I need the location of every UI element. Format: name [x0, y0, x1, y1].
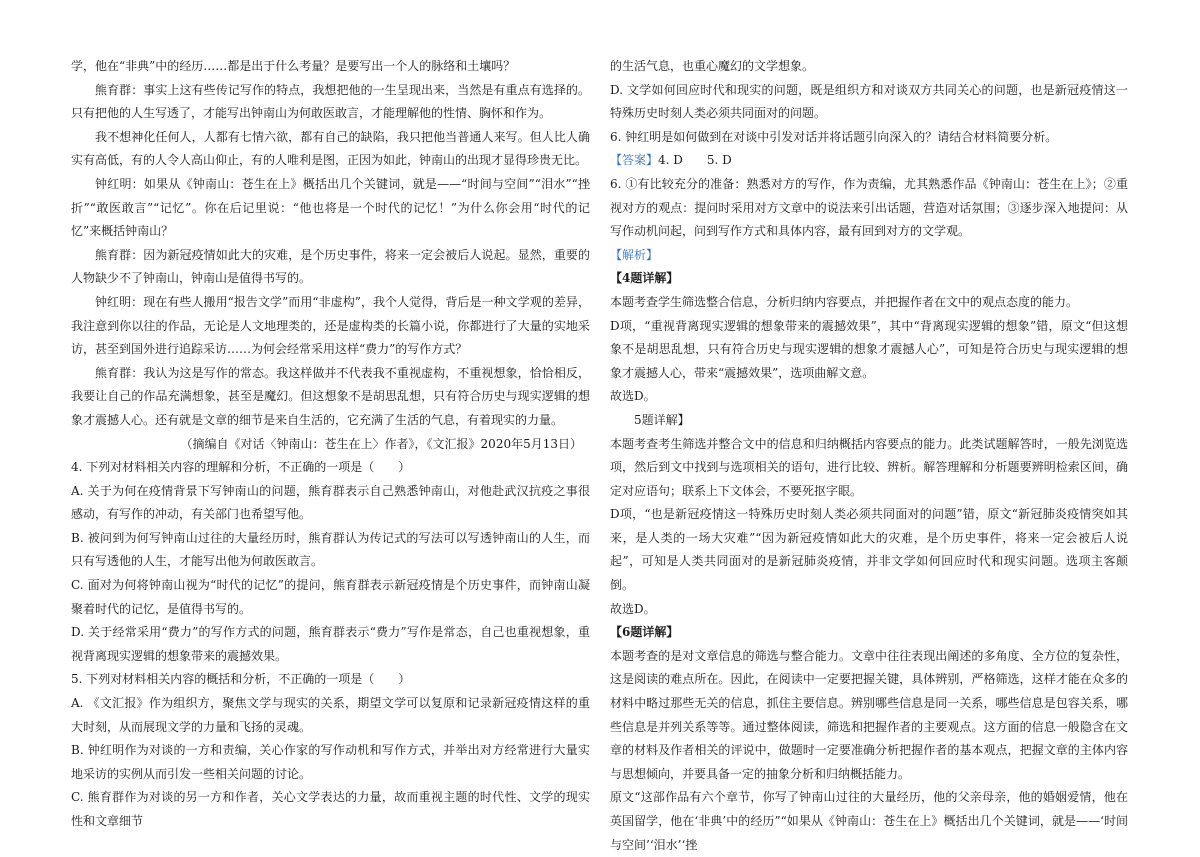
paragraph — [71, 433, 590, 457]
paragraph-text: D. 关于经常采用“费力”的写作方式的问题，熊育群表示“费力”写作是常态，自己也重视想象，重视背离现实逻辑的想象带来的震撼效果。 — [71, 625, 590, 663]
paragraph-text: 熊育群：因为新冠疫情如此大的灾难，是个历史事件，将来一定会被后人说起。显然，重要的人物缺少不了钟南山，钟南山是值得书写的。 — [71, 247, 590, 286]
paragraph-text: 本题考查的是对文章信息的筛选与整合能力。文章中往往表现出阐述的多角度、全方位的复杂性，这是阅读的难点所在。因此，在阅读中一定要把握关键，具体辨别，严格筛选，这样才能在众多的材料中略过那些无关的信息，抓住主要信息。辨别哪些信息是同一关系，哪些信息是包容关系，哪些信息是并列关系等等。通过整体阅读，筛选和把握作者的主要观点。这方面的信息一般隐含在文章的材料及作者相关的评说中，做题时一定要准确分析把握作者的基本观点，把握文章的主体内容与思想倾向，并要具备一定的抽象分析和归纳概括能力。 — [610, 648, 1128, 781]
paragraph-text: 4. D 5. D — [658, 153, 732, 168]
paragraph — [71, 621, 590, 668]
paragraph-text: 5题详解】 — [634, 412, 690, 427]
paragraph — [71, 173, 590, 244]
paragraph-text: 钟红明：如果从《钟南山：苍生在上》概括出几个关键词，就是——“时间与空间”“泪水”“挫折”“敢医敢言”“记忆”。你在后记里说：“他也将是一个时代的记忆！”为什么你会用“时代的记忆”来概括钟南山？ — [71, 176, 590, 239]
paragraph-text: 钟红明：现在有些人搬用“报告文学”而用“非虚构”，我个人觉得，背后是一种文学观的差异，我注意到你以往的作品，无论是人文地理类的，还是虚构类的长篇小说，你都进行了大量的实地采访，甚至到国外进行追踪采访……为何会经常采用这样“费力”的写作方式？ — [71, 294, 590, 357]
paragraph — [610, 267, 1128, 291]
paragraph-text: 6. ①有比较充分的准备：熟悉对方的写作，作为责编，尤其熟悉作品《钟南山：苍生在上》；②重视对方的观点：提问时采用对方文章中的说法来引出话题，营造对话氛围；③逐步深入地提问：从写作动机问起，问到写作方式和具体内容，最有回到对方的文学观。 — [610, 176, 1128, 239]
right-text-column — [610, 55, 1128, 857]
paragraph — [71, 739, 590, 786]
paragraph — [610, 173, 1128, 244]
paragraph-text: A. 《文汇报》作为组织方，聚焦文学与现实的关系，期望文学可以复原和记录新冠疫情这样的重大时刻，从而展现文学的力量和飞扬的灵魂。 — [71, 696, 590, 734]
paragraph — [610, 503, 1128, 597]
paragraph-text: 6. 钟红明是如何做到在对谈中引发对话并将话题引向深入的？请结合材料简要分析。 — [610, 129, 1058, 144]
paragraph-text: C. 熊育群作为对谈的另一方和作者，关心文学表达的力量，故而重视主题的时代性、文学的现实性和文章细节 — [71, 790, 590, 828]
paragraph — [610, 126, 1128, 150]
paragraph — [610, 385, 1128, 409]
paragraph — [71, 244, 590, 291]
paragraph — [610, 244, 1128, 268]
paragraph-text: 我不想神化任何人，人都有七情六欲，都有自己的缺陷，我只把他当普通人来写。但人比人确实有高低，有的人令人高山仰止，有的人唯利是图，正因为如此，钟南山的出现才显得珍贵无比。 — [71, 129, 590, 168]
paragraph — [610, 79, 1128, 126]
paragraph-text: C. 面对为何将钟南山视为“时代的记忆”的提问，熊育群表示新冠疫情是个历史事件，而钟南山凝聚着时代的记忆，是值得书写的。 — [71, 578, 590, 616]
paragraph-text: 熊育群：事实上这有些传记写作的特点，我想把他的一生呈现出来，当然是有重点有选择的。只有把他的人生写透了，才能写出钟南山为何敢医敢言，才能理解他的性情、胸怀和作为。 — [71, 82, 590, 121]
paragraph-text: 熊育群：我认为这是写作的常态。我这样做并不代表我不重视虚构，不重视想象，恰恰相反，我要让自己的作品充满想象，甚至是魔幻。但这想象不是胡思乱想，只有符合历史与现实逻辑的想象才震撼人心。还有就是文章的细节是来自生活的，它充满了生活的气息，有着现实的力量。 — [71, 365, 590, 427]
paragraph — [610, 149, 1128, 173]
paragraph — [71, 480, 590, 527]
paragraph-text: 【4题详解】 — [610, 271, 679, 286]
paragraph-text: 故选D。 — [610, 601, 656, 616]
paragraph — [610, 786, 1128, 857]
paragraph-text: D项，“也是新冠疫情这一特殊历史时刻人类必须共同面对的问题”错，原文“新冠肺炎疫情突如其来，是人类的一场大灾难”“因为新冠疫情如此大的灾难，是个历史事件，将来一定会被后人说起”，可知是人类共同面对的是新冠肺炎疫情，并非文学如何回应时代和现实问题。选项主客颠倒。 — [610, 507, 1128, 593]
paragraph — [71, 668, 590, 692]
left-text-column — [71, 55, 590, 834]
paragraph-text: B. 钟红明作为对谈的一方和责编，关心作家的写作动机和写作方式，并举出对方经常进行大量实地采访的实例从而引发一些相关问题的讨论。 — [71, 743, 590, 781]
paragraph-text: 本题考查学生筛选整合信息，分析归纳内容要点，并把握作者在文中的观点态度的能力。 — [610, 294, 1079, 309]
paragraph — [71, 574, 590, 621]
paragraph — [610, 621, 1128, 645]
paragraph — [610, 645, 1128, 787]
paragraph — [71, 79, 590, 126]
paragraph-text: D项，“重视背离现实逻辑的想象带来的震撼效果”，其中“背离现实逻辑的想象”错，原文“但这想象不是胡思乱想，只有符合历史与现实逻辑的想象才震撼人心”，可知是符合历史与现实逻辑的想象才震撼人心，带来“震撼效果”，选项曲解文意。 — [610, 318, 1128, 380]
paragraph — [71, 362, 590, 433]
paragraph-text: D. 文学如何回应时代和现实的问题，既是组织方和对谈双方共同关心的问题，也是新冠疫情这一特殊历史时刻人类必须共同面对的问题。 — [610, 82, 1128, 121]
paragraph-text: 故选D。 — [610, 389, 656, 404]
paragraph-text: 原文“这部作品有六个章节，你写了钟南山过往的大量经历，他的父亲母亲，他的婚姻爱情，他在英国留学，他在‘非典’中的经历”“如果从《钟南山：苍生在上》概括出几个关键词，就是——‘时间与空间’‘泪水’‘挫 — [610, 790, 1128, 852]
paragraph-text: A. 关于为何在疫情背景下写钟南山的问题，熊育群表示自己熟悉钟南山，对他赴武汉抗疫之事很感动，有写作的冲动，有关部门也希望写他。 — [71, 483, 590, 522]
paragraph-text: 【6题详解】 — [610, 625, 679, 640]
section-tag: 【答案】 — [610, 153, 659, 168]
paragraph — [610, 291, 1128, 315]
paragraph-text: （摘编自《对话〈钟南山：苍生在上〉作者》，《文汇报》2020年5月13日） — [180, 436, 582, 451]
paragraph — [71, 692, 590, 739]
paragraph — [71, 456, 590, 480]
paragraph — [610, 409, 1128, 433]
paragraph — [71, 291, 590, 362]
paragraph — [71, 527, 590, 574]
paragraph-text: 学，他在“非典”中的经历……都是出于什么考量？是要写出一个人的脉络和土壤吗？ — [71, 59, 516, 73]
paragraph-text: 5. 下列对材料相关内容的概括和分析，不正确的一项是（ ） — [71, 672, 411, 687]
paragraph — [610, 433, 1128, 504]
paragraph — [71, 55, 590, 79]
paragraph — [71, 786, 590, 833]
section-tag: 【解析】 — [610, 247, 659, 262]
paragraph — [71, 126, 590, 173]
paragraph-text: 本题考查考生筛选并整合文中的信息和归纳概括内容要点的能力。此类试题解答时，一般先浏览选项，然后到文中找到与选项相关的语句，进行比较、辨析。解答理解和分析题要辨明检索区间，确定对应语句；联系上下文体会，不要死抠字眼。 — [610, 436, 1128, 498]
paragraph-text: 的生活气息，也重心魔幻的文学想象。 — [610, 59, 815, 73]
paragraph-text: 4. 下列对材料相关内容的理解和分析，不正确的一项是（ ） — [71, 460, 411, 475]
paragraph — [610, 315, 1128, 386]
paragraph — [610, 598, 1128, 622]
paragraph — [610, 55, 1128, 79]
paragraph-text: B. 被问到为何写钟南山过往的大量经历时，熊育群认为传记式的写法可以写透钟南山的人生，而只有写透他的人生，才能写出他为何敢医敢言。 — [71, 530, 590, 569]
